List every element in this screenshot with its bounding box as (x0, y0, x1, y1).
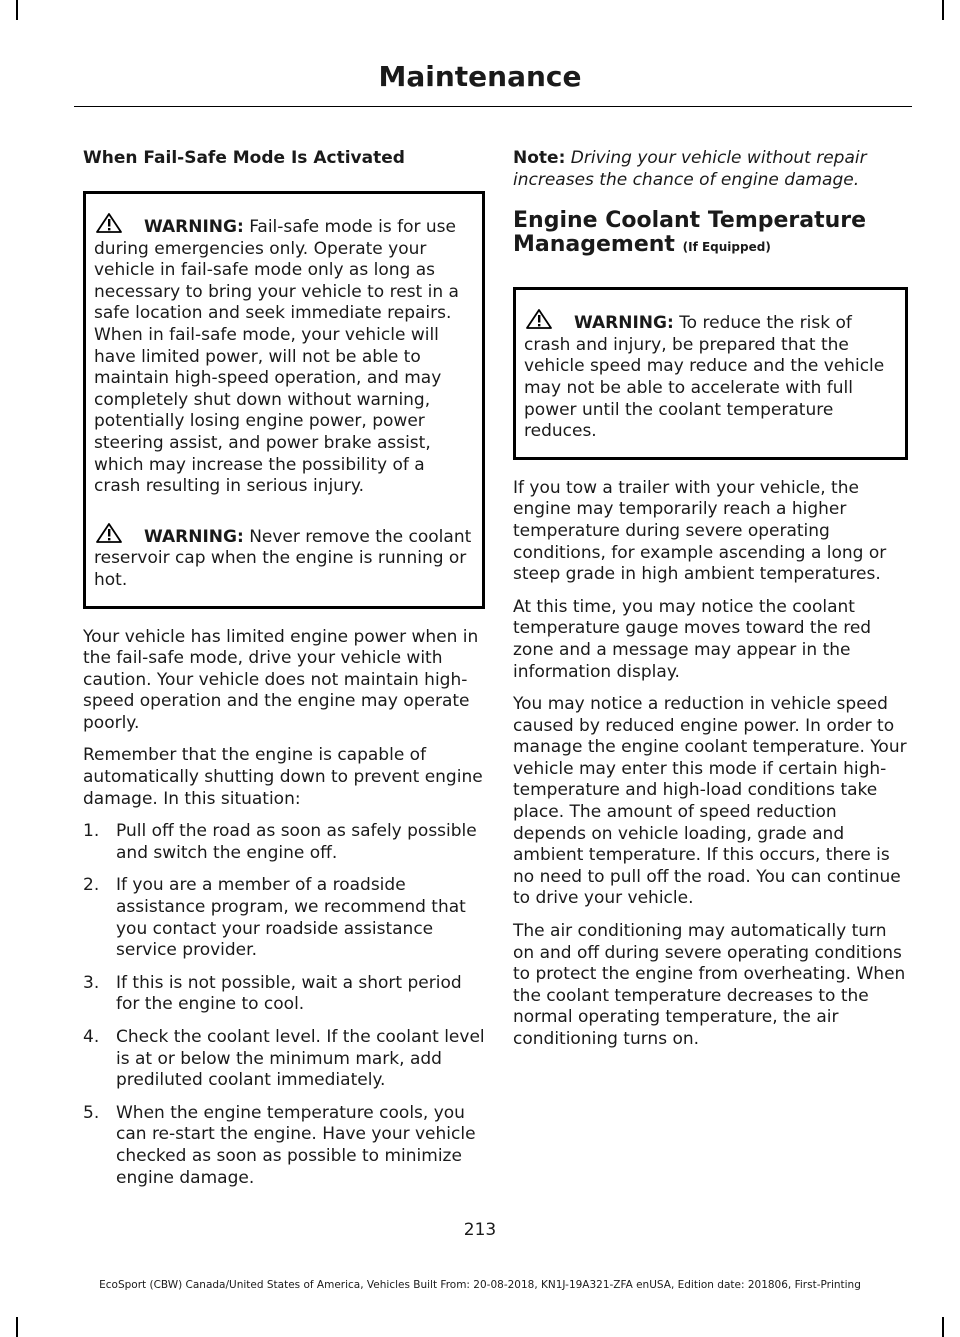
list-item (83, 973, 485, 1016)
step-number: 2. (83, 875, 100, 896)
step-number: 5. (83, 1102, 100, 1123)
crop-mark-top-left (16, 0, 18, 20)
crop-mark-bottom-right (942, 1317, 944, 1337)
step-text: Pull off the road as soon as safely possible and switch the engine off. (116, 821, 477, 863)
step-number: 1. (83, 821, 100, 842)
limited-power-paragraph: Your vehicle has limited engine power when in the fail-safe mode, drive your vehicle with caution. Your vehicle does not maintain high-speed operation and the engine may operate poorly. (83, 626, 479, 733)
warning-triangle-icon (92, 212, 144, 234)
air-conditioning-paragraph: The air conditioning may automatically turn on and off during severe operating conditions to protect the engine from overheating. When the coolant temperature decreases to the normal operating temperature, the air conditioning turns on. (513, 921, 906, 1049)
page-number: 213 (463, 1220, 497, 1240)
warning-coolant (524, 308, 897, 443)
warning-label: WARNING: (574, 313, 674, 334)
step-text: When the engine temperature cools, you can re-start the engine. Have your vehicle checked as soon as possible to minimize engine damage. (116, 1102, 476, 1188)
section-heading-text: Engine Coolant Temperature Management (513, 208, 867, 258)
warning-fail-safe-text: Fail-safe mode is for use during emergencies only. Operate your vehicle in fail-safe mode only as long as necessary to bring your vehicle to rest in a safe location and seek immediate repairs. When in fail-safe mode, your vehicle will have limited power, will not be able to maintain high-speed operation, and may completely shut down without warning, potentially losing engine power, power steering assist, and power brake assist, which may increase the possibility of a crash resulting in serious injury. (94, 217, 459, 497)
step-text: If this is not possible, wait a short period for the engine to cool. (116, 972, 462, 1015)
crop-mark-bottom-left (16, 1317, 18, 1337)
warning-fail-safe (94, 212, 474, 498)
list-item (83, 821, 485, 864)
shutdown-paragraph: Remember that the engine is capable of automatically shutting down to prevent engine damage. In this situation: (83, 745, 483, 809)
fail-safe-warning-box (83, 191, 485, 609)
warning-triangle-icon (522, 308, 574, 330)
crop-mark-top-right (942, 0, 944, 20)
right-column (513, 148, 908, 1062)
step-number: 3. (83, 972, 100, 993)
list-item (83, 875, 485, 961)
warning-triangle-icon (92, 522, 144, 544)
warning-label: WARNING: (144, 526, 244, 547)
page-title: Maintenance (378, 60, 582, 93)
section-qualifier: (If Equipped) (682, 240, 771, 255)
warning-reservoir-cap-text: Never remove the coolant reservoir cap when the engine is running or hot. (94, 526, 472, 590)
fail-safe-heading: When Fail-Safe Mode Is Activated (83, 148, 405, 168)
warning-coolant-text: To reduce the risk of crash and injury, be prepared that the vehicle speed may reduce and the vehicle may not be able to accelerate with full power until the coolant temperature reduces. (524, 313, 885, 442)
note-label: Note: (513, 148, 566, 168)
note-paragraph (513, 148, 908, 191)
shutdown-steps-list (83, 821, 485, 1189)
tow-trailer-paragraph: If you tow a trailer with your vehicle, the engine may temporarily reach a higher temperature during severe operating conditions, for example ascending a long or steep grade in high ambient temperatures. (513, 477, 887, 585)
note-text: Driving your vehicle without repair increases the chance of engine damage. (513, 148, 867, 190)
coolant-warning-box (513, 287, 908, 460)
coolant-section-heading (513, 209, 908, 259)
step-text: If you are a member of a roadside assistance program, we recommend that you contact your roadside assistance service provider. (116, 875, 466, 961)
header-divider (74, 106, 912, 107)
left-column (83, 148, 485, 1200)
warning-reservoir-cap (94, 522, 474, 592)
speed-reduction-paragraph: You may notice a reduction in vehicle speed caused by reduced engine power. In order to manage the engine coolant temperature. Your vehicle may enter this mode if certain high-temperature and high-load conditions take place. The amount of speed reduction depends on vehicle loading, grade and ambient temperature. If this occurs, there is no need to pull off the road. You can continue to drive your vehicle. (513, 694, 907, 909)
gauge-paragraph: At this time, you may notice the coolant temperature gauge moves toward the red zone and a message may appear in the information display. (513, 596, 872, 682)
warning-label: WARNING: (144, 217, 244, 237)
list-item (83, 1027, 485, 1092)
footer-edition-info: EcoSport (CBW) Canada/United States of America, Vehicles Built From: 20-08-2018, KN1J-19A321-ZFA enUSA, Edition date: 201806, First-Printing (99, 1279, 861, 1291)
step-text: Check the coolant level. If the coolant level is at or below the minimum mark, add prediluted coolant immediately. (116, 1027, 485, 1091)
list-item (83, 1103, 485, 1189)
step-number: 4. (83, 1027, 100, 1047)
